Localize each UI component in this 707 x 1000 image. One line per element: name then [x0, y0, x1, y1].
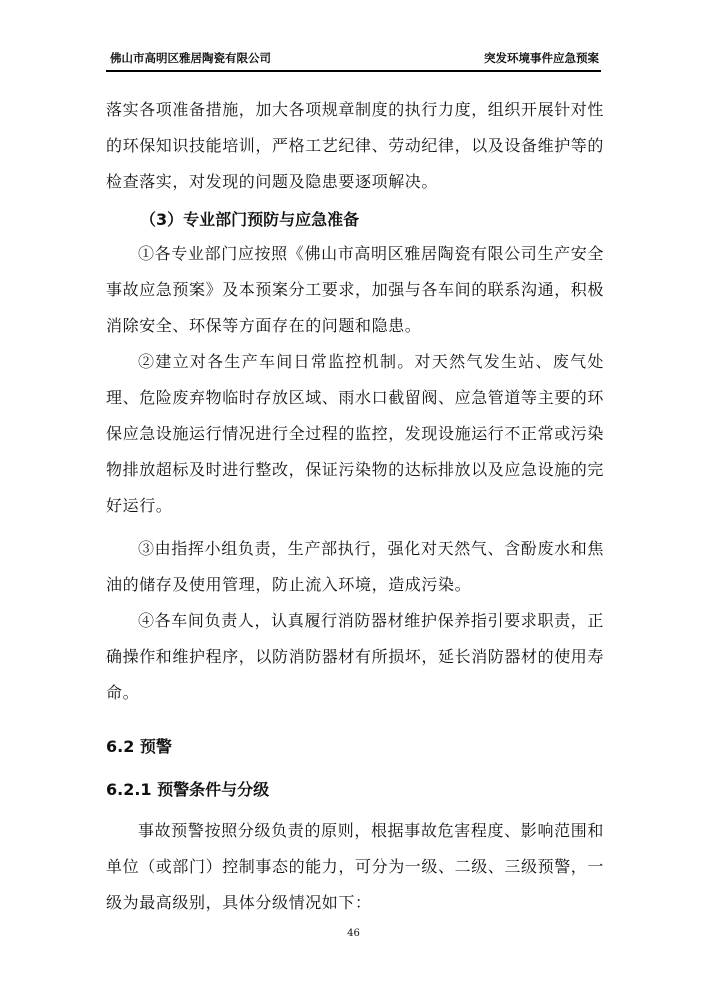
- heading-section-6-2-1: 6.2.1 预警条件与分级: [106, 780, 270, 799]
- heading-department-prevention: （3）专业部门预防与应急准备: [140, 210, 360, 229]
- paragraph-item-4: ④各车间负责人，认真履行消防器材维护保养指引要求职责，正确操作和维护程序，以防消防器材有所损坏，延长消防器材的使用寿命。: [106, 611, 605, 702]
- paragraph-continuation: 落实各项准备措施，加大各项规章制度的执行力度，组织开展针对性的环保知识技能培训，严格工艺纪律、劳动纪律，以及设备维护等的检查落实，对发现的问题及隐患要逐项解决。: [106, 100, 605, 191]
- header-company: 佛山市高明区雅居陶瓷有限公司: [110, 51, 271, 65]
- paragraph-item-3: ③由指挥小组负责，生产部执行，强化对天然气、含酚废水和焦油的储存及使用管理，防止流入环境，造成污染。: [106, 539, 604, 594]
- page-number: 46: [347, 928, 360, 939]
- heading-section-6-2: 6.2 预警: [106, 737, 172, 756]
- page-header: [106, 48, 601, 72]
- header-doc-title: 突发环境事件应急预案: [484, 51, 599, 65]
- paragraph-warning-levels: 事故预警按照分级负责的原则，根据事故危害程度、影响范围和单位（或部门）控制事态的能力，可分为一级、二级、三级预警，一级为最高级别，具体分级情况如下：: [106, 821, 605, 912]
- paragraph-item-2: ②建立对各生产车间日常监控机制。对天然气发生站、废气处理、危险废弃物临时存放区域、雨水口截留阀、应急管道等主要的环保应急设施运行情况进行全过程的监控，发现设施运行不正常或污染物排放超标及时进行整改，保证污染物的达标排放以及应急设施的完好运行。: [106, 352, 605, 515]
- paragraph-item-1: ①各专业部门应按照《佛山市高明区雅居陶瓷有限公司生产安全事故应急预案》及本预案分工要求，加强与各车间的联系沟通，积极消除安全、环保等方面存在的问题和隐患。: [106, 244, 605, 335]
